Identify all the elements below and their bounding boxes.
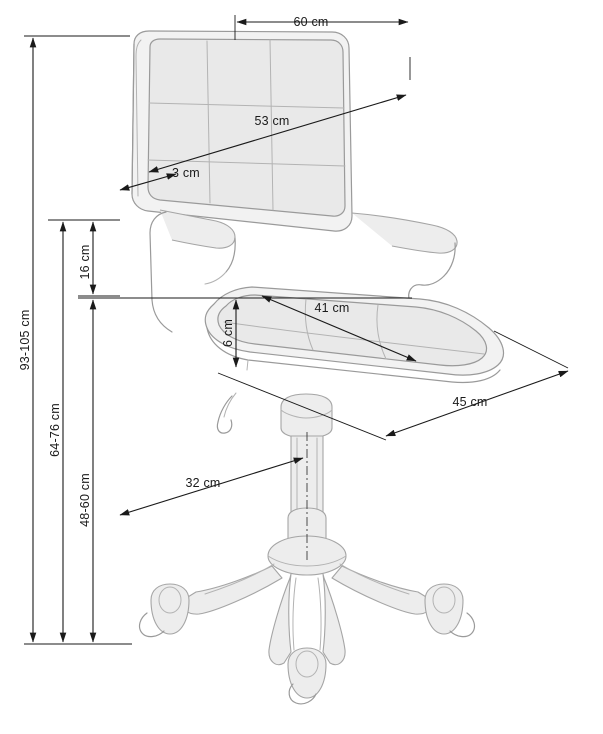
dim-label-armrest-height: 16 cm [78,244,92,280]
dim-label-seat-width: 41 cm [314,301,350,315]
dim-label-backrest-height: 53 cm [254,114,290,128]
chair-gas-cylinder [281,394,332,548]
dim-label-seat-height: 48-60 cm [78,473,92,527]
dim-label-backrest-top-height: 64-76 cm [48,403,62,457]
dim-base-diameter [120,458,303,515]
dim-total-height [18,36,132,644]
chair-backrest [132,31,352,231]
dim-label-seat-thickness: 6 cm [221,319,235,347]
chair-illustration [132,31,504,704]
dim-label-backrest-thickness: 3 cm [172,166,200,180]
height-adjust-lever [217,393,236,433]
dim-label-backrest-width: 60 cm [293,15,329,29]
dim-armrest-height [48,220,120,296]
dim-label-seat-depth: 45 cm [452,395,488,409]
dim-seat-height [78,300,132,644]
dim-label-base-diameter: 32 cm [185,476,221,490]
dim-backrest-top-height [48,222,63,642]
dim-label-total-height: 93-105 cm [18,309,32,371]
